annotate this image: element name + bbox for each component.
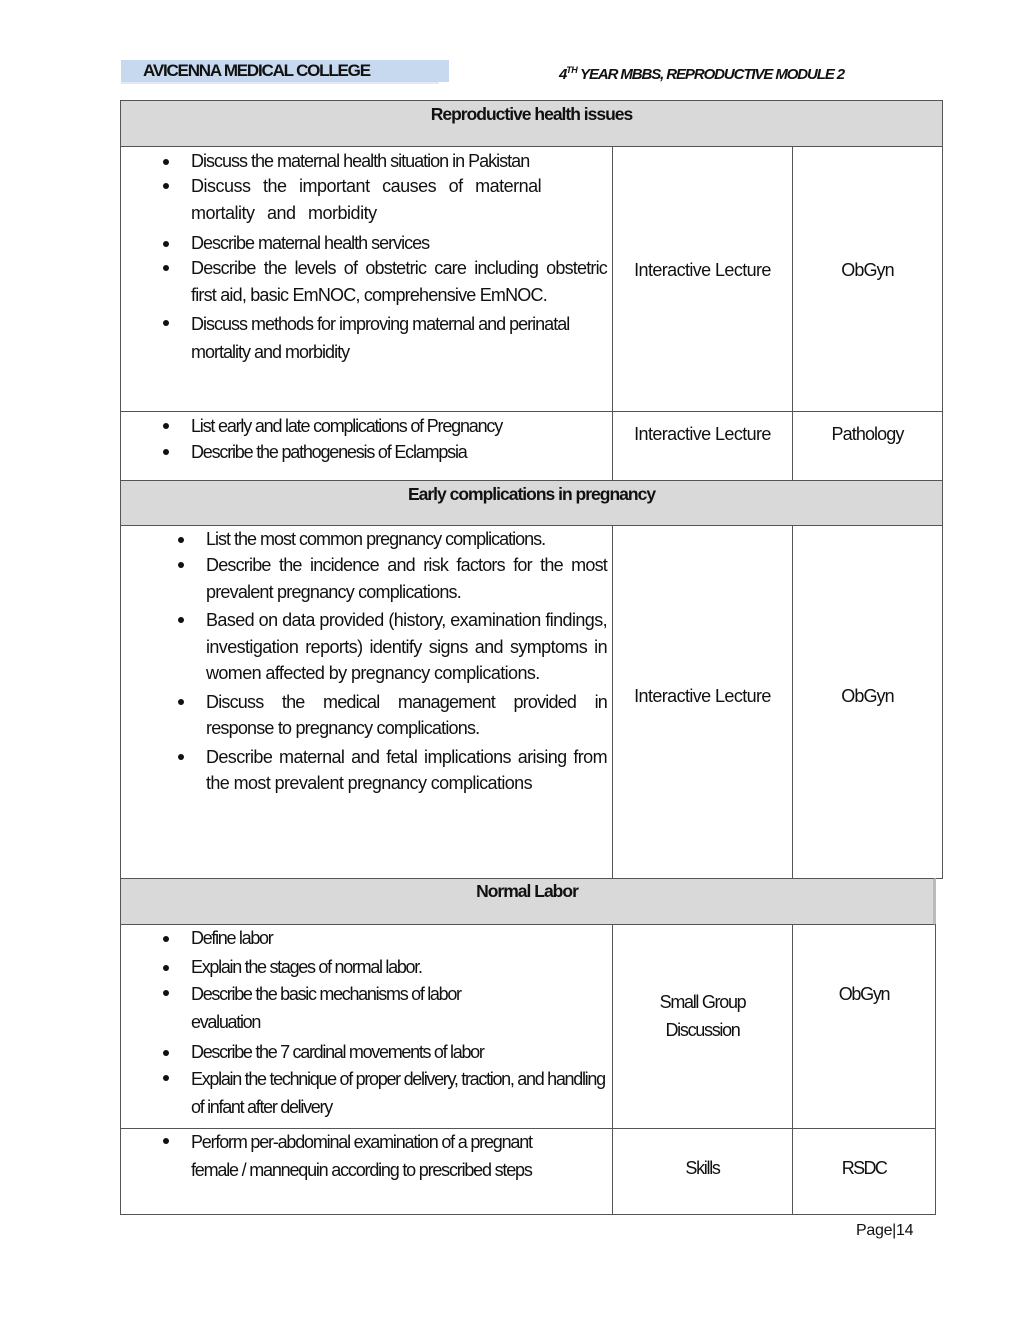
objectives-cell xyxy=(121,525,613,878)
objectives-cell xyxy=(121,411,613,480)
teaching-method: Skills xyxy=(685,1158,720,1178)
department-cell xyxy=(793,411,942,480)
section-header-reproductive-health xyxy=(120,100,943,147)
department: ObGyn xyxy=(841,686,894,706)
teaching-method-cell xyxy=(613,1128,793,1214)
objective-item: Discuss methods for improving maternal and perinatal mortality and morbidity xyxy=(191,310,607,366)
department: ObGyn xyxy=(838,984,890,1004)
objective-item: Explain the technique of proper delivery, traction, and handling of infant after delivery xyxy=(191,1065,611,1121)
teaching-method-cell xyxy=(613,146,793,411)
teaching-method-cell xyxy=(613,411,793,480)
objective-item: List early and late complications of Pregnancy xyxy=(191,413,607,439)
objective-item: Describe the pathogenesis of Eclampsia xyxy=(191,439,607,465)
objective-item: Describe maternal and fetal implications arising from the most prevalent pregnancy complications xyxy=(206,744,607,797)
course-module: YEAR MBBS, REPRODUCTIVE MODULE 2 xyxy=(577,66,845,83)
course-year-suffix: TH xyxy=(566,65,578,75)
objective-item: Describe the 7 cardinal movements of labor xyxy=(191,1040,611,1065)
section-title: Reproductive health issues xyxy=(430,104,633,124)
department-cell xyxy=(793,146,942,411)
course-title xyxy=(559,60,844,85)
objective-item: Define labor xyxy=(191,926,611,951)
objective-item: Discuss the medical management provided in response to pregnancy complications. xyxy=(206,689,607,742)
teaching-method-cell xyxy=(613,525,793,878)
objectives-cell xyxy=(121,924,613,1128)
objectives-list xyxy=(191,1128,551,1184)
institution-name: AVICENNA MEDICAL COLLEGE xyxy=(121,60,449,82)
objectives-list xyxy=(191,413,607,465)
department: ObGyn xyxy=(841,260,894,280)
objective-item: Describe the incidence and risk factors for the most prevalent pregnancy complications. xyxy=(206,552,607,605)
teaching-method: Interactive Lecture xyxy=(634,260,771,280)
department-cell xyxy=(793,924,935,1128)
table-row xyxy=(120,146,943,412)
teaching-method: Interactive Lecture xyxy=(634,424,771,444)
section-title: Early complications in pregnancy xyxy=(407,484,656,504)
teaching-method-line2: Discussion xyxy=(665,1020,740,1040)
objective-item: Perform per-abdominal examination of a pregnant female / mannequin according to prescribed steps xyxy=(191,1128,551,1184)
teaching-method-cell xyxy=(613,924,793,1128)
department-cell xyxy=(793,525,942,878)
objectives-list xyxy=(206,527,607,797)
department: RSDC xyxy=(841,1158,887,1178)
objectives-cell xyxy=(121,1128,613,1214)
objective-item: Explain the stages of normal labor. xyxy=(191,955,611,980)
objective-item: Describe maternal health services xyxy=(191,231,607,255)
table-row xyxy=(120,411,943,481)
section-header-normal-labor xyxy=(120,878,936,925)
objectives-list xyxy=(191,149,607,366)
objective-item: Discuss the maternal health situation in Pakistan xyxy=(191,149,607,173)
department: Pathology xyxy=(831,424,904,444)
section-title: Normal Labor xyxy=(476,881,578,901)
page-number: Page|14 xyxy=(856,1222,914,1239)
table-row xyxy=(120,1128,936,1215)
table-row xyxy=(120,525,943,879)
objectives-list xyxy=(191,926,611,1121)
objective-item: Describe the levels of obstetric care including obstetric first aid, basic EmNOC, comprehensive EmNOC. xyxy=(191,255,607,308)
teaching-method-line1: Small Group xyxy=(659,992,746,1012)
table-row xyxy=(120,924,936,1129)
objective-item: Describe the basic mechanisms of labor evaluation xyxy=(191,980,611,1036)
objectives-cell xyxy=(121,146,613,411)
objective-item: Based on data provided (history, examination findings, investigation reports) identify signs and symptoms in women affected by pregnancy complications. xyxy=(206,607,607,687)
objective-item: List the most common pregnancy complications. xyxy=(206,527,607,552)
department-cell xyxy=(793,1128,935,1214)
teaching-method: Interactive Lecture xyxy=(634,686,771,706)
course-year: 4 xyxy=(559,66,567,83)
section-header-early-complications xyxy=(120,480,943,526)
objective-item: Discuss the important causes of maternal mortality and morbidity xyxy=(191,173,607,227)
